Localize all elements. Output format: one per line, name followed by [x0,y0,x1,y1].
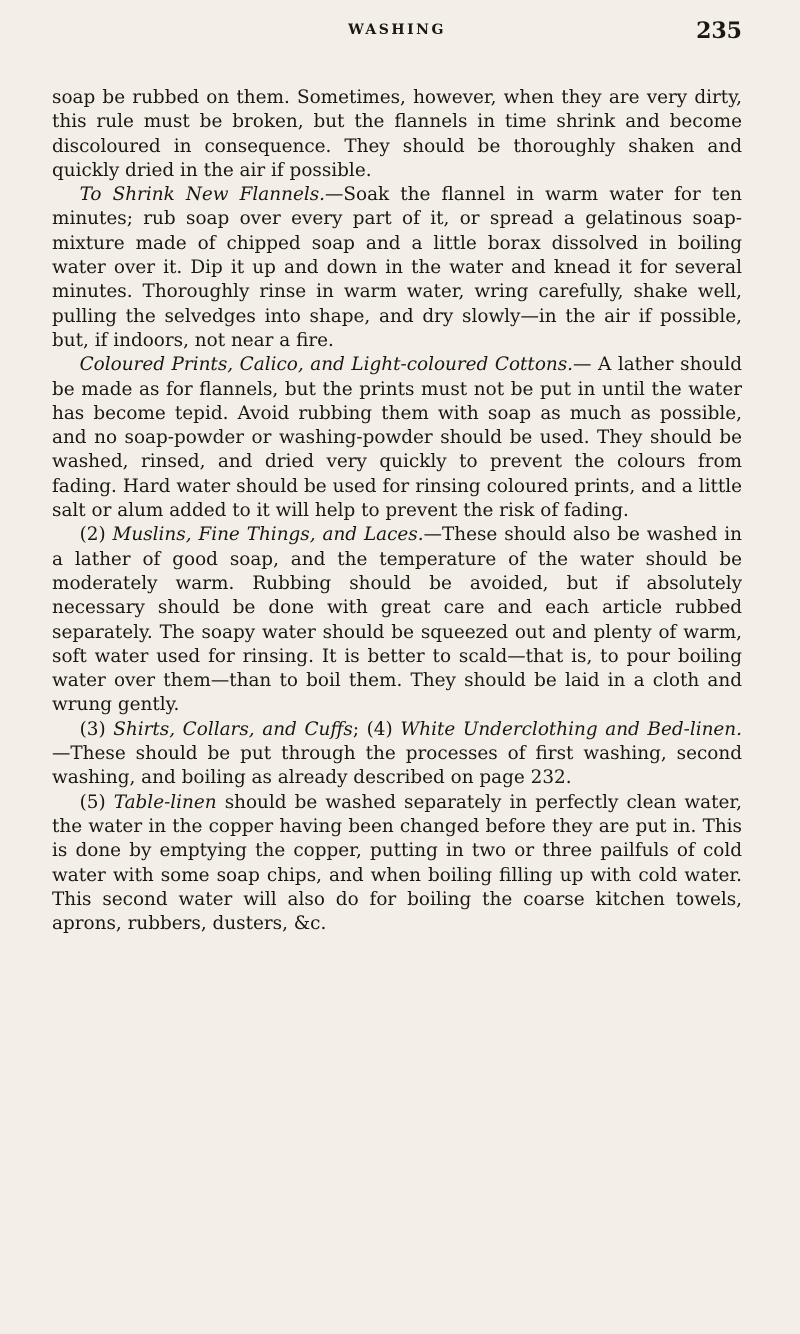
paragraph-text: —These should also be washed in a lather of good soap, and the temperature of the water should be moderately warm. Rubbing should be avoided, but if absolutely necessary should be done with great care and each article rubbed separately. The soapy water should be squeezed out and plenty of warm, soft water used for rinsing. It is better to scald—that is, to pour boiling water over them—than to boil them. They should be laid in a cloth and wrung gently. [52,524,742,716]
section-number: ; (4) [352,718,393,740]
section-number: (3) [79,718,106,740]
paragraph-flannels-continued [52,86,742,183]
running-title: WASHING [348,22,446,38]
paragraph-text: —Soak the flannel in warm water for ten minutes; rub soap over every part of it, or spread a gelatinous soap-mixture made of chipped soap and a little borax dissolved in boiling water over it. Dip it up and down in the water and knead it for several minutes. Thoroughly rinse in warm water, wring carefully, shake well, pulling the selvedges into shape, and dry slowly—in the air if possible, but, if indoors, not near a fire. [52,184,742,351]
paragraph-text: —These should be put through the processes of first washing, second washing, and boiling as already described on page 232. [52,743,742,789]
section-number: (5) [79,791,106,813]
paragraph-text: soap be rubbed on them. Sometimes, however, when they are very dirty, this rule must be broken, but the flannels in time shrink and become discoloured in consequence. They should be thoroughly shaken and quickly dried in the air if possible. [52,87,742,181]
running-head [52,18,742,48]
page-number: 235 [696,18,742,44]
paragraph-muslins [52,523,742,717]
section-heading: Coloured Prints, Calico, and Light-coloured Cottons. [79,354,574,376]
paragraph-table-linen [52,791,742,937]
paragraph-text: should be washed separately in perfectly clean water, the water in the copper having been changed before they are put in. This is done by emptying the copper, putting in two or three pailfuls of cold water with some soap chips, and when boiling filling up with cold water. This second water will also do for boiling the coarse kitchen towels, aprons, rubbers, dusters, &c. [52,791,742,935]
section-number: (2) [79,524,106,546]
page-body [52,86,742,936]
section-heading: To Shrink New Flannels. [79,184,326,206]
section-heading: Shirts, Collars, and Cuffs [113,718,353,740]
section-heading: Table-linen [113,791,217,813]
paragraph-shrink-new-flannels [52,183,742,353]
section-heading: White Underclothing and Bed-linen. [400,718,742,740]
paragraph-text: — A lather should be made as for flannels, but the prints must not be put in until the water has become tepid. Avoid rubbing them with soap as much as possible, and no soap-powder or washing-powder should be used. They should be washed, rinsed, and dried very quickly to prevent the colours from fading. Hard water should be used for rinsing coloured prints, and a little salt or alum added to it will help to prevent the risk of fading. [52,354,742,522]
section-heading: Muslins, Fine Things, and Laces. [112,524,424,546]
paragraph-coloured-prints [52,353,742,523]
paragraph-shirts-underclothing [52,718,742,791]
